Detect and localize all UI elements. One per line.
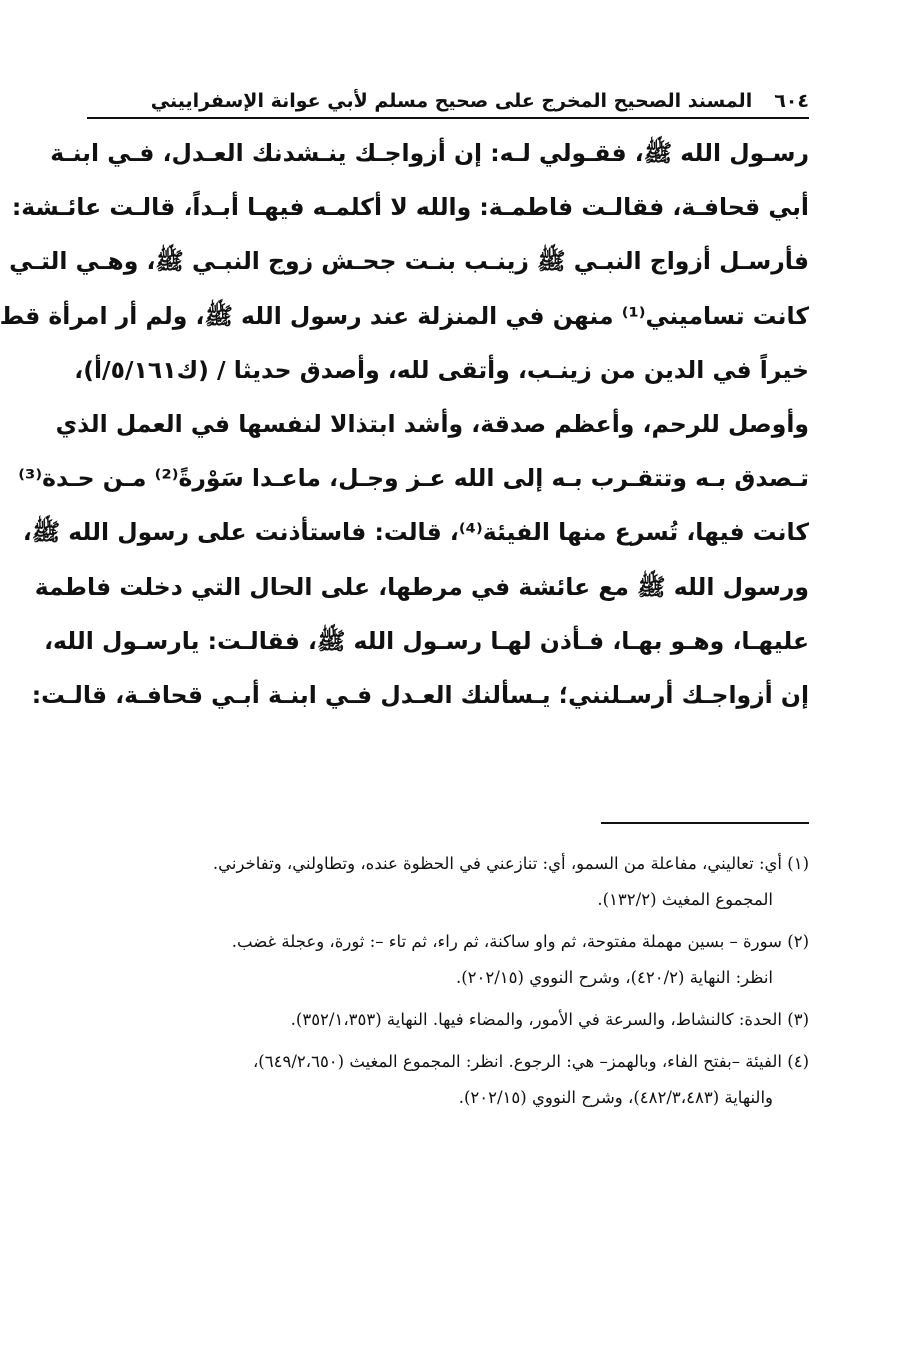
footnote-2: [87, 924, 809, 996]
text-line-9: ورسول الله ﷺ مع عائشة في مرطها، على الحال التي دخلت فاطمة: [34, 572, 809, 601]
text-line-3: فأرسـل أزواج النبـي ﷺ زينـب بنـت جحـش زوج النبـي ﷺ، وهـي التـي: [9, 247, 809, 276]
footnote-4-line-1: (٤) الفيئة –بفتح الفاء، وبالهمز– هي: الرجوع. انظر: المجموع المغيث (٦٤٩/٢،٦٥٠)،: [252, 1052, 809, 1071]
main-text: [0, 126, 809, 722]
footnote-4-line-2: والنهاية (٤٨٢/٣،٤٨٣)، وشرح النووي (٢٠٢/١٥).: [458, 1088, 773, 1107]
text-line-11: إن أزواجـك أرسـلنني؛ يـسألنك العـدل فـي ابنـة أبـي قحافـة، قالـت:: [31, 680, 809, 709]
text-line-2: أبي قحافـة، فقالـت فاطمـة: والله لا أكلمـه فيهـا أبـداً، قالـت عائـشة:: [11, 193, 809, 222]
footnote-3-line-1: (٣) الحدة: كالنشاط، والسرعة في الأمور، والمضاء فيها. النهاية (٣٥٢/١،٣٥٣).: [290, 1010, 809, 1029]
page-number: ٦٠٤: [774, 90, 809, 112]
footnote-1-line-2: المجموع المغيث (١٣٢/٢).: [597, 890, 773, 909]
text-line-6: وأوصل للرحم، وأعظم صدقة، وأشد ابتذالا لنفسها في العمل الذي: [55, 409, 809, 438]
footnote-4: [87, 1044, 809, 1116]
footnote-separator: [601, 822, 809, 824]
text-line-1: رسـول الله ﷺ، فقـولي لـه: إن أزواجـك ينـشدنك العـدل، فـي ابنـة: [50, 139, 809, 167]
book-page: [2, 0, 897, 1365]
text-line-5: خيراً في الدين من زينـب، وأتقى لله، وأصدق حديثا / (ك٥/١٦١/أ)،: [74, 355, 809, 384]
book-title: المسند الصحيح المخرج على صحيح مسلم لأبي عوانة الإسفراييني: [150, 90, 753, 112]
text-line-10: عليهـا، وهـو بهـا، فـأذن لهـا رسـول الله ﷺ، فقالـت: يارسـول الله،: [44, 626, 809, 655]
footnote-2-line-1: (٢) سورة – بسين مهملة مفتوحة، ثم واو ساكنة، ثم راء، ثم تاء –: ثورة، وعجلة غضب.: [231, 932, 809, 951]
footnote-1: [87, 846, 809, 918]
text-line-4: كانت تساميني⁽¹⁾ منهن في المنزلة عند رسول الله ﷺ، ولم أر امرأة قط: [0, 301, 809, 330]
text-line-8: كانت فيها، تُسرع منها الفيئة⁽⁴⁾، قالت: فاستأذنت على رسول الله ﷺ،: [22, 518, 809, 547]
footnotes: [87, 846, 809, 1122]
running-header: [87, 82, 809, 116]
footnote-2-line-2: انظر: النهاية (٤٢٠/٢)، وشرح النووي (٢٠٢/١٥).: [455, 968, 773, 987]
header-rule: [87, 117, 809, 119]
footnote-3: [87, 1002, 809, 1038]
text-line-7: تـصدق بـه وتتقـرب بـه إلى الله عـز وجـل، ماعـدا سَوْرةً⁽²⁾ مـن حـدة⁽³⁾: [18, 464, 809, 493]
footnote-1-line-1: (١) أي: تعاليني، مفاعلة من السمو، أي: تنازعني في الحظوة عنده، وتطاولني، وتفاخرني.: [212, 854, 809, 873]
